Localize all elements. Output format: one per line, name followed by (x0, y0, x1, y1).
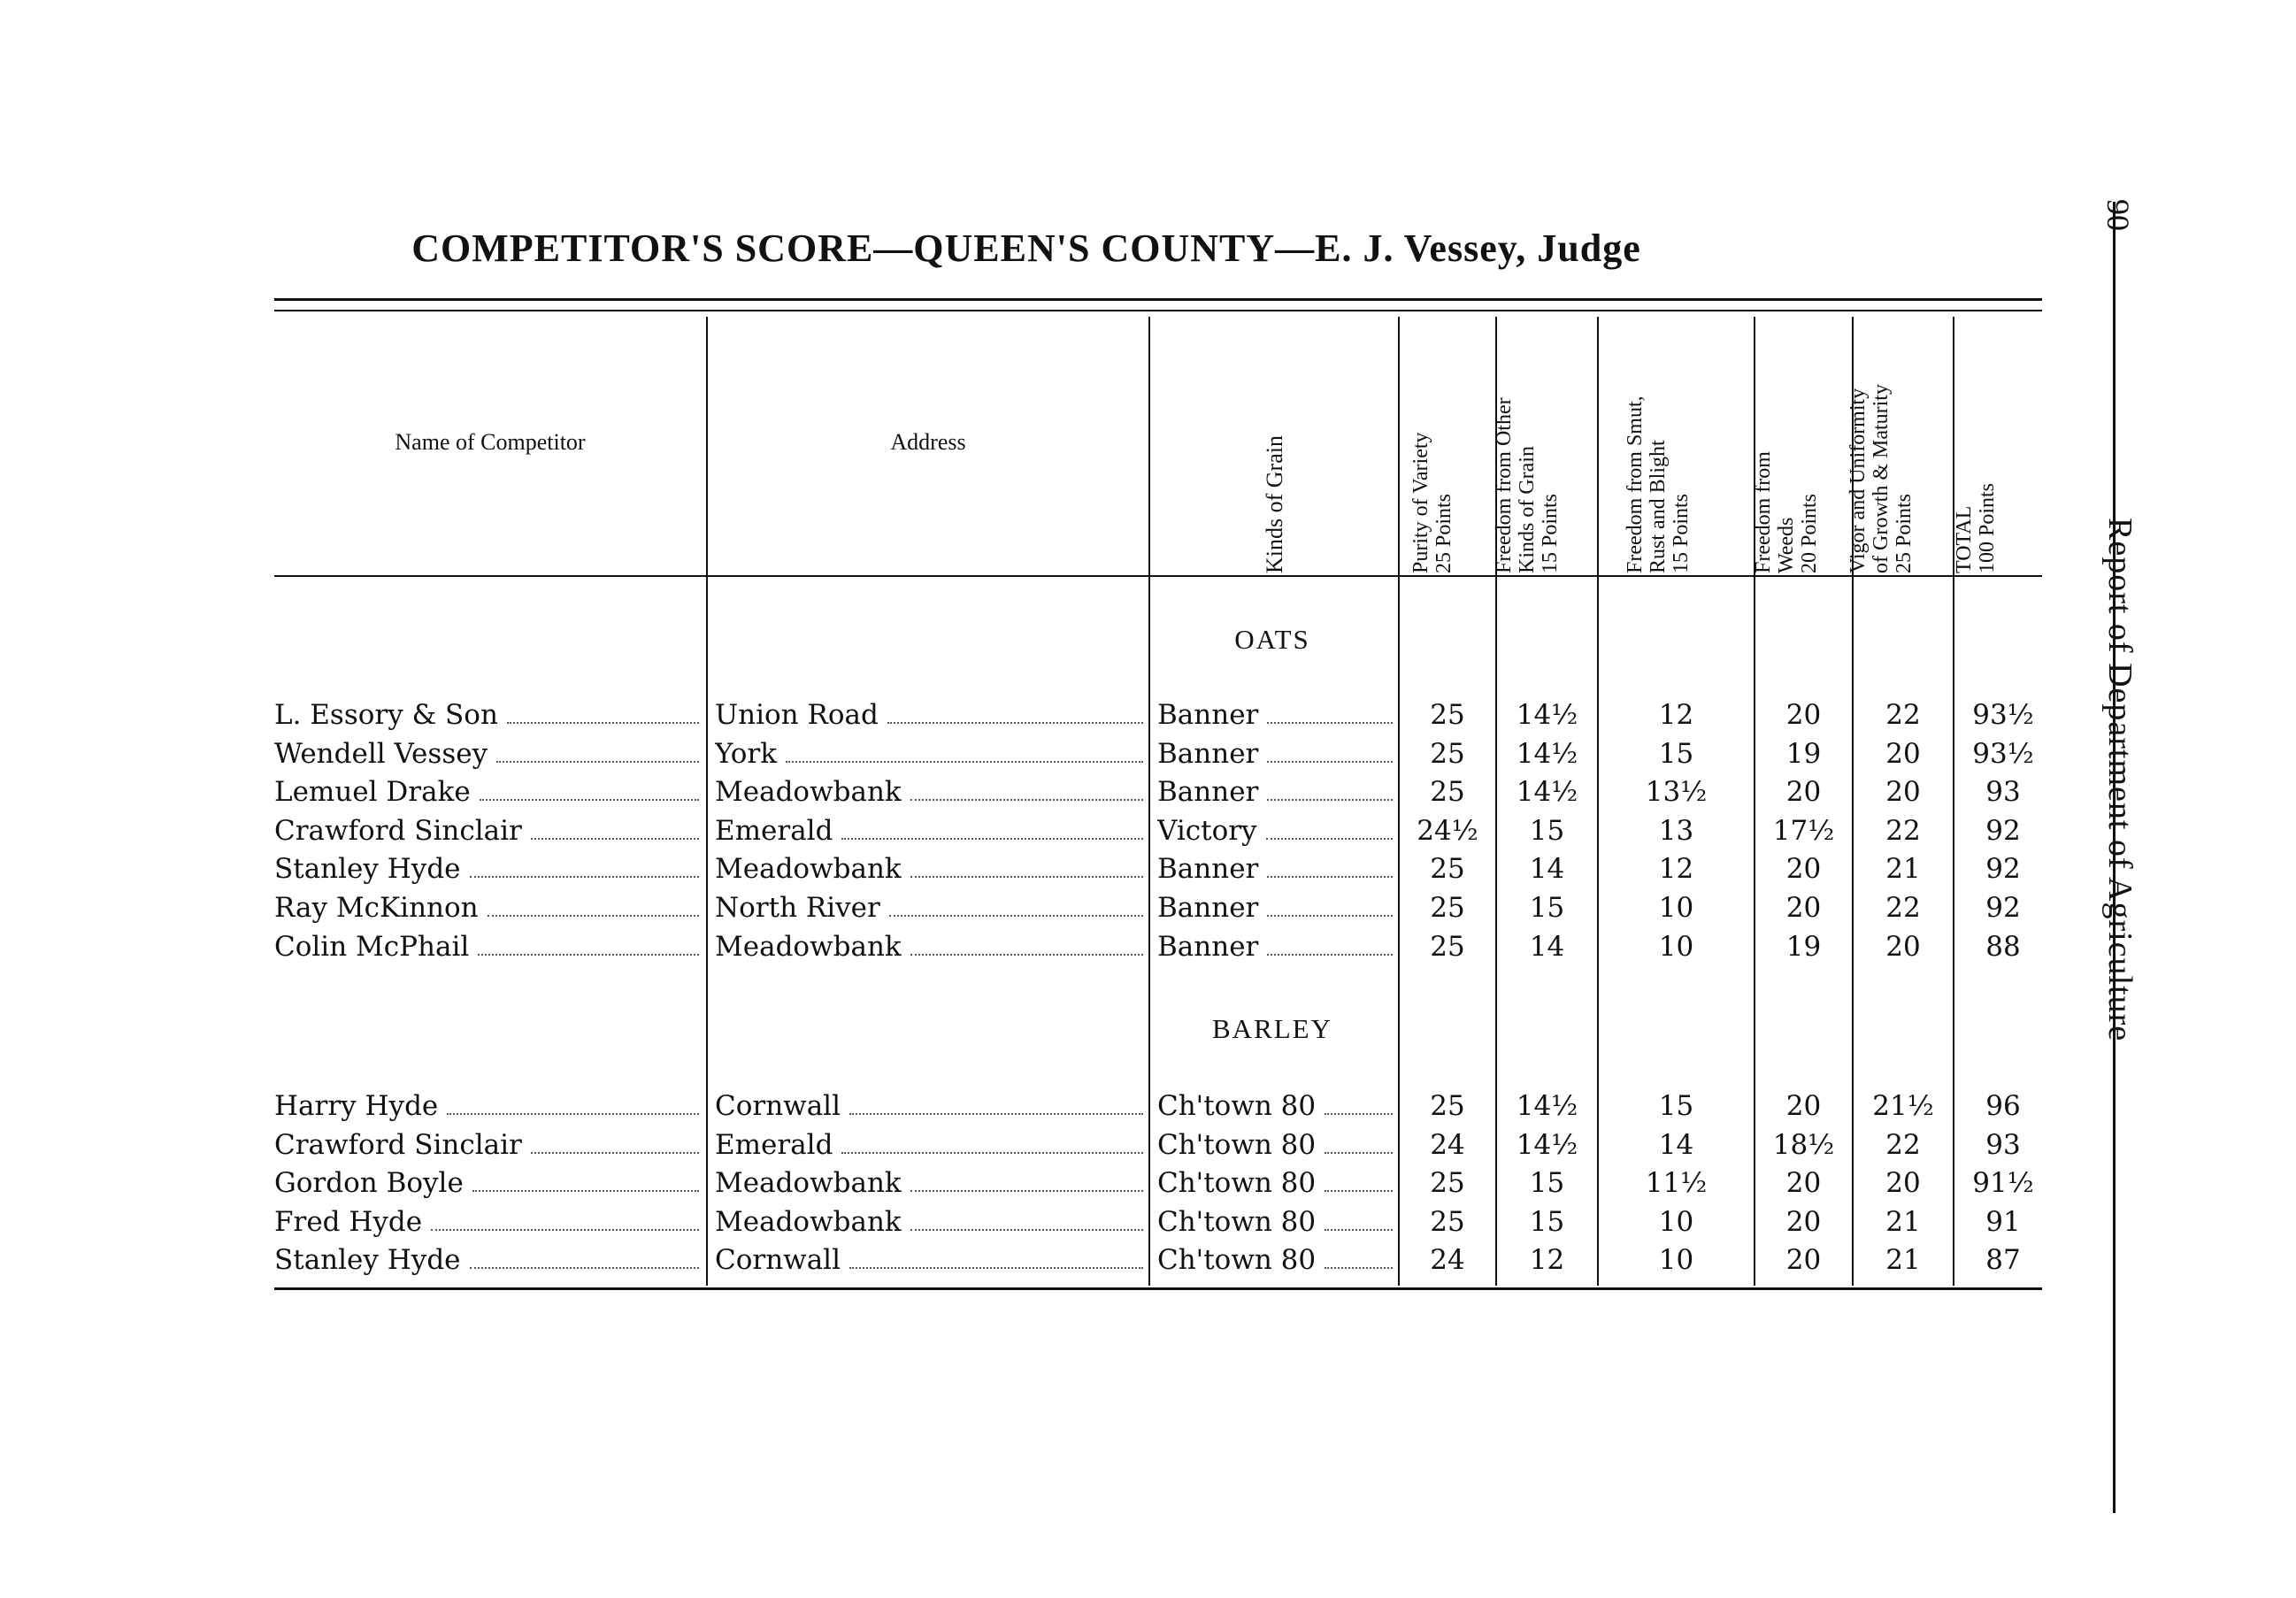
dot-leader (786, 761, 1143, 763)
section-label-barley: BARLEY (1212, 1013, 1332, 1044)
grain-kind-cell-text: Banner (1157, 737, 1259, 770)
column-header-name: Name of Competitor (395, 429, 586, 455)
column-header-vigor-1: Vigor and Uniformity (1847, 388, 1870, 573)
address-cell-text: Meadowbank (715, 1205, 902, 1238)
table-row (0, 1129, 2296, 1168)
grain-kind-cell-text: Ch'town 80 (1157, 1244, 1317, 1277)
grain-kind-cell (1157, 1206, 1396, 1238)
table-row (0, 699, 2296, 738)
total-score-cell: 93 (1985, 776, 2021, 809)
other-score-cell: 14½ (1516, 1128, 1578, 1161)
table-row (0, 892, 2296, 931)
dot-leader (531, 838, 699, 840)
vigor-score-cell: 21 (1885, 1205, 1921, 1238)
vigor-score-cell: 22 (1885, 892, 1921, 924)
weeds-score-cell: 20 (1785, 853, 1822, 886)
vigor-score-cell: 21½ (1872, 1090, 1934, 1122)
competitor-name-cell (274, 738, 703, 770)
table-row (0, 931, 2296, 970)
purity-score-cell: 25 (1430, 930, 1465, 963)
address-cell-text: Meadowbank (715, 1167, 902, 1200)
other-score-cell: 14 (1529, 930, 1565, 963)
other-score-cell: 15 (1529, 814, 1565, 847)
grain-kind-cell (1157, 1129, 1396, 1161)
column-header-other-1: Freedom from Other (1493, 397, 1516, 573)
dot-leader (910, 1190, 1143, 1192)
other-score-cell: 12 (1529, 1244, 1565, 1277)
address-cell (715, 931, 1147, 963)
grain-kind-cell (1157, 892, 1396, 924)
competitor-name-cell-text: Ray McKinnon (274, 892, 479, 924)
smut-score-cell: 14 (1658, 1128, 1694, 1161)
purity-score-cell: 25 (1430, 699, 1465, 731)
dot-leader (1325, 1113, 1393, 1115)
dot-leader (431, 1229, 699, 1231)
competitor-name-cell-text: Stanley Hyde (274, 1244, 461, 1277)
smut-score-cell: 10 (1658, 892, 1694, 924)
dot-leader (531, 1152, 699, 1154)
grain-kind-cell-text: Ch'town 80 (1157, 1167, 1317, 1200)
competitor-name-cell-text: Crawford Sinclair (274, 1128, 522, 1161)
vigor-score-cell: 21 (1885, 853, 1921, 886)
dot-leader (1267, 876, 1393, 878)
table-row (0, 738, 2296, 777)
grain-kind-cell (1157, 699, 1396, 731)
total-score-cell: 91 (1985, 1205, 2021, 1238)
address-cell-text: Meadowbank (715, 853, 902, 886)
dot-leader (1325, 1229, 1393, 1231)
column-header-purity-2: 25 Points (1432, 493, 1455, 573)
competitor-name-cell (274, 1167, 703, 1199)
dot-leader (849, 1113, 1143, 1115)
table-row (0, 776, 2296, 815)
column-header-total-1: TOTAL (1953, 505, 1976, 573)
competitor-name-cell-text: Colin McPhail (274, 930, 470, 963)
table-row (0, 1090, 2296, 1129)
weeds-score-cell: 17½ (1772, 814, 1835, 847)
address-cell-text: Meadowbank (715, 930, 902, 963)
dot-leader (472, 1190, 699, 1192)
grain-kind-cell-text: Ch'town 80 (1157, 1128, 1317, 1161)
weeds-score-cell: 20 (1785, 1244, 1822, 1277)
dot-leader (496, 761, 699, 763)
dot-leader (1267, 722, 1393, 724)
grain-kind-cell (1157, 1090, 1396, 1122)
grain-kind-cell (1157, 1167, 1396, 1199)
purity-score-cell: 24½ (1417, 814, 1478, 847)
address-cell (715, 1206, 1147, 1238)
weeds-score-cell: 20 (1785, 1167, 1822, 1200)
grain-kind-cell (1157, 815, 1396, 847)
dot-leader (1267, 915, 1393, 917)
address-cell (715, 1090, 1147, 1122)
address-cell-text: Union Road (715, 699, 879, 731)
total-score-cell: 88 (1985, 930, 2021, 963)
top-rule-2 (274, 310, 2042, 311)
other-score-cell: 14½ (1516, 699, 1578, 731)
purity-score-cell: 25 (1430, 1205, 1465, 1238)
dot-leader (841, 1152, 1143, 1154)
vigor-score-cell: 20 (1885, 930, 1921, 963)
competitor-name-cell (274, 931, 703, 963)
header-bottom-rule (274, 575, 2042, 577)
grain-kind-cell-text: Banner (1157, 892, 1259, 924)
competitor-name-cell (274, 1090, 703, 1122)
address-cell-text: York (715, 737, 778, 770)
address-cell-text: Emerald (715, 1128, 833, 1161)
grain-kind-cell-text: Victory (1157, 814, 1257, 847)
competitor-name-cell (274, 892, 703, 924)
address-cell (715, 776, 1147, 808)
other-score-cell: 15 (1529, 1167, 1565, 1200)
grain-kind-cell (1157, 853, 1396, 885)
address-cell (715, 1244, 1147, 1276)
grain-kind-cell-text: Banner (1157, 930, 1259, 963)
vigor-score-cell: 21 (1885, 1244, 1921, 1277)
dot-leader (470, 1267, 699, 1269)
grain-kind-cell-text: Banner (1157, 699, 1259, 731)
total-score-cell: 93 (1985, 1128, 2021, 1161)
competitor-name-cell-text: Fred Hyde (274, 1205, 423, 1238)
dot-leader (1325, 1190, 1393, 1192)
purity-score-cell: 25 (1430, 892, 1465, 924)
address-cell (715, 1129, 1147, 1161)
competitor-name-cell-text: Lemuel Drake (274, 776, 471, 809)
smut-score-cell: 10 (1658, 1205, 1694, 1238)
grain-kind-cell-text: Banner (1157, 853, 1259, 886)
competitor-name-cell (274, 815, 703, 847)
grain-kind-cell-text: Ch'town 80 (1157, 1205, 1317, 1238)
column-header-smut-2: Rust and Blight (1647, 440, 1670, 573)
dot-leader (1266, 838, 1393, 840)
column-header-kinds: Kinds of Grain (1262, 435, 1287, 573)
column-header-vigor-3: 25 Points (1893, 493, 1916, 573)
table-row (0, 853, 2296, 892)
purity-score-cell: 25 (1430, 853, 1465, 886)
vigor-score-cell: 22 (1885, 699, 1921, 731)
competitor-name-cell-text: Stanley Hyde (274, 853, 461, 886)
smut-score-cell: 10 (1658, 1244, 1694, 1277)
total-score-cell: 92 (1985, 892, 2021, 924)
purity-score-cell: 25 (1430, 1167, 1465, 1200)
column-header-total-2: 100 Points (1976, 482, 1999, 573)
dot-leader (1325, 1267, 1393, 1269)
other-score-cell: 14½ (1516, 737, 1578, 770)
column-header-other-2: Kinds of Grain (1516, 446, 1539, 573)
vigor-score-cell: 20 (1885, 1167, 1921, 1200)
total-score-cell: 96 (1985, 1090, 2021, 1122)
table-row (0, 1167, 2296, 1206)
total-score-cell: 91½ (1972, 1167, 2034, 1200)
dot-leader (849, 1267, 1143, 1269)
dot-leader (447, 1113, 699, 1115)
weeds-score-cell: 20 (1785, 1205, 1822, 1238)
weeds-score-cell: 20 (1785, 892, 1822, 924)
competitor-name-cell-text: L. Essory & Son (274, 699, 498, 731)
competitor-name-cell (274, 853, 703, 885)
column-header-weeds-1: Freedom from (1752, 451, 1775, 573)
other-score-cell: 15 (1529, 892, 1565, 924)
grain-kind-cell (1157, 931, 1396, 963)
vigor-score-cell: 20 (1885, 776, 1921, 809)
competitor-name-cell-text: Gordon Boyle (274, 1167, 464, 1200)
vigor-score-cell: 22 (1885, 814, 1921, 847)
column-header-other-3: 15 Points (1539, 493, 1562, 573)
purity-score-cell: 25 (1430, 1090, 1465, 1122)
column-header-purity-1: Purity of Variety (1409, 432, 1432, 573)
other-score-cell: 15 (1529, 1205, 1565, 1238)
dot-leader (841, 838, 1143, 840)
total-score-cell: 87 (1985, 1244, 2021, 1277)
total-score-cell: 93½ (1972, 737, 2034, 770)
dot-leader (1267, 954, 1393, 956)
column-header-weeds-2: Weeds (1775, 517, 1798, 573)
grain-kind-cell (1157, 738, 1396, 770)
address-cell (715, 815, 1147, 847)
smut-score-cell: 12 (1658, 853, 1694, 886)
competitor-name-cell-text: Crawford Sinclair (274, 814, 522, 847)
competitor-name-cell-text: Harry Hyde (274, 1090, 439, 1122)
dot-leader (889, 915, 1143, 917)
smut-score-cell: 15 (1658, 1090, 1694, 1122)
running-title: Report of Department of Agriculture (2101, 518, 2139, 1042)
smut-score-cell: 10 (1658, 930, 1694, 963)
dot-leader (1267, 799, 1393, 801)
address-cell (715, 738, 1147, 770)
grain-kind-cell (1157, 1244, 1396, 1276)
dot-leader (488, 915, 699, 917)
weeds-score-cell: 19 (1785, 930, 1822, 963)
weeds-score-cell: 20 (1785, 699, 1822, 731)
table-bottom-rule (274, 1287, 2042, 1290)
total-score-cell: 92 (1985, 814, 2021, 847)
purity-score-cell: 25 (1430, 737, 1465, 770)
weeds-score-cell: 18½ (1772, 1128, 1835, 1161)
other-score-cell: 14½ (1516, 776, 1578, 809)
grain-kind-cell-text: Banner (1157, 776, 1259, 809)
dot-leader (478, 954, 699, 956)
weeds-score-cell: 20 (1785, 776, 1822, 809)
total-score-cell: 92 (1985, 853, 2021, 886)
page-number: 90 (2100, 199, 2136, 231)
grain-kind-cell-text: Ch'town 80 (1157, 1090, 1317, 1122)
address-cell-text: Meadowbank (715, 776, 902, 809)
weeds-score-cell: 19 (1785, 737, 1822, 770)
address-cell (715, 892, 1147, 924)
purity-score-cell: 24 (1430, 1128, 1465, 1161)
competitor-name-cell-text: Wendell Vessey (274, 737, 488, 770)
section-label-oats: OATS (1234, 624, 1310, 655)
dot-leader (1325, 1152, 1393, 1154)
weeds-score-cell: 20 (1785, 1090, 1822, 1122)
table-row (0, 815, 2296, 854)
dot-leader (470, 876, 699, 878)
dot-leader (480, 799, 699, 801)
competitor-name-cell (274, 1244, 703, 1276)
address-cell (715, 699, 1147, 731)
dot-leader (910, 1229, 1143, 1231)
smut-score-cell: 12 (1658, 699, 1694, 731)
other-score-cell: 14½ (1516, 1090, 1578, 1122)
smut-score-cell: 13½ (1645, 776, 1708, 809)
column-header-vigor-2: of Growth & Maturity (1870, 384, 1893, 573)
vigor-score-cell: 20 (1885, 737, 1921, 770)
column-header-weeds-3: 20 Points (1798, 493, 1821, 573)
purity-score-cell: 25 (1430, 776, 1465, 809)
column-header-address: Address (890, 429, 966, 455)
page-title: COMPETITOR'S SCORE—QUEEN'S COUNTY—E. J. Vessey, Judge (411, 227, 1641, 270)
total-score-cell: 93½ (1972, 699, 2034, 731)
smut-score-cell: 15 (1658, 737, 1694, 770)
column-header-smut-3: 15 Points (1670, 493, 1693, 573)
competitor-name-cell (274, 1206, 703, 1238)
smut-score-cell: 11½ (1645, 1167, 1708, 1200)
dot-leader (507, 722, 699, 724)
top-rule-1 (274, 298, 2042, 301)
dot-leader (910, 954, 1143, 956)
competitor-name-cell (274, 699, 703, 731)
smut-score-cell: 13 (1658, 814, 1694, 847)
dot-leader (1267, 761, 1393, 763)
address-cell (715, 1167, 1147, 1199)
address-cell (715, 853, 1147, 885)
purity-score-cell: 24 (1430, 1244, 1465, 1277)
vigor-score-cell: 22 (1885, 1128, 1921, 1161)
address-cell-text: Cornwall (715, 1090, 841, 1122)
other-score-cell: 14 (1529, 853, 1565, 886)
address-cell-text: Emerald (715, 814, 833, 847)
address-cell-text: North River (715, 892, 880, 924)
table-row (0, 1244, 2296, 1283)
dot-leader (910, 876, 1143, 878)
grain-kind-cell (1157, 776, 1396, 808)
competitor-name-cell (274, 776, 703, 808)
dot-leader (887, 722, 1143, 724)
table-row (0, 1206, 2296, 1245)
address-cell-text: Cornwall (715, 1244, 841, 1277)
competitor-name-cell (274, 1129, 703, 1161)
dot-leader (910, 799, 1143, 801)
column-header-smut-1: Freedom from Smut, (1624, 396, 1647, 573)
